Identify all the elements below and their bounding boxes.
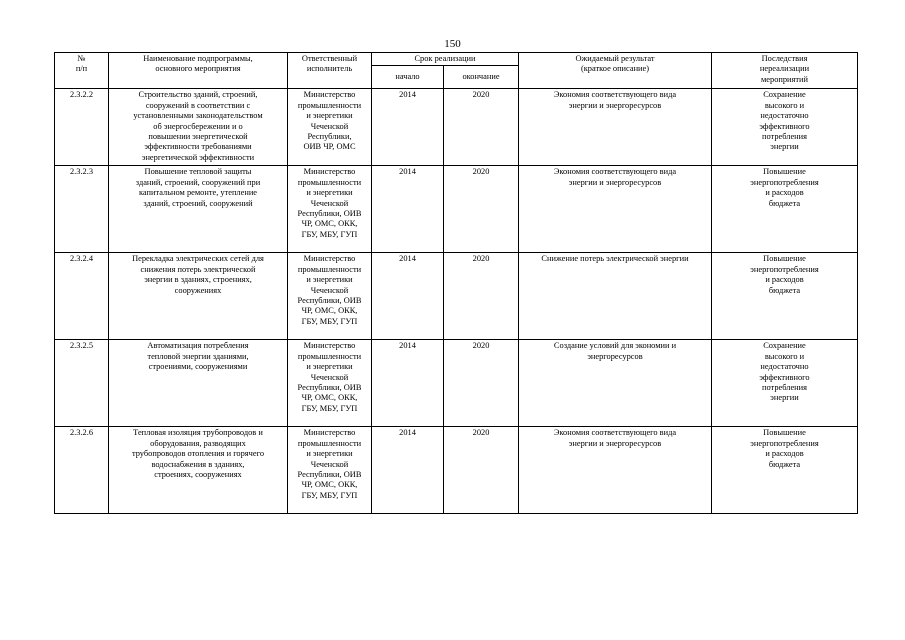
cell-start: 2014: [372, 253, 444, 340]
cell-end: 2020: [444, 166, 519, 253]
header-name: Наименование подпрограммы, основного мероприятия: [109, 53, 288, 89]
header-end: окончание: [444, 66, 519, 89]
cell-consequences: Повышение энергопотребления и расходов бюджета: [712, 166, 858, 253]
cell-start: 2014: [372, 340, 444, 427]
cell-result: Создание условий для экономии и энергоресурсов: [519, 340, 712, 427]
cell-consequences: Сохранение высокого и недостаточно эффективного потребления энергии: [712, 340, 858, 427]
page-number: 150: [444, 38, 461, 50]
cell-responsible: Министерство промышленности и энергетики Чеченской Республики, ОИВ ЧР, ОМС: [288, 89, 372, 166]
cell-responsible: Министерство промышленности и энергетики Чеченской Республики, ОИВ ЧР, ОМС, ОКК, ГБУ, МБУ, ГУП: [288, 166, 372, 253]
cell-result: Экономия соответствующего вида энергии и энергоресурсов: [519, 89, 712, 166]
cell-end: 2020: [444, 340, 519, 427]
cell-name: Перекладка электрических сетей для снижения потерь электрической энергии в зданиях, строениях, сооружениях: [109, 253, 288, 340]
cell-end: 2020: [444, 427, 519, 514]
cell-consequences: Повышение энергопотребления и расходов бюджета: [712, 253, 858, 340]
header-consequences: Последствия нереализации мероприятий: [712, 53, 858, 89]
header-period: Срок реализации: [372, 53, 519, 66]
header-start: начало: [372, 66, 444, 89]
cell-responsible: Министерство промышленности и энергетики Чеченской Республики, ОИВ ЧР, ОМС, ОКК, ГБУ, МБУ, ГУП: [288, 427, 372, 514]
cell-num: 2.3.2.6: [55, 427, 109, 514]
cell-num: 2.3.2.4: [55, 253, 109, 340]
cell-num: 2.3.2.2: [55, 89, 109, 166]
cell-start: 2014: [372, 89, 444, 166]
header-num: № п/п: [55, 53, 109, 89]
table-row: [55, 340, 858, 427]
table-row: [55, 166, 858, 253]
cell-result: Экономия соответствующего вида энергии и энергоресурсов: [519, 166, 712, 253]
cell-end: 2020: [444, 89, 519, 166]
table-row: [55, 253, 858, 340]
cell-name: Строительство зданий, строений, сооружений в соответствии с установленными законодательством об энергосбережении и о повышении энергетической эффективности требованиями энергетической эффективности: [109, 89, 288, 166]
cell-result: Экономия соответствующего вида энергии и энергоресурсов: [519, 427, 712, 514]
cell-end: 2020: [444, 253, 519, 340]
cell-name: Автоматизация потребления тепловой энергии зданиями, строениями, сооружениями: [109, 340, 288, 427]
cell-name: Повышение тепловой защиты зданий, строений, сооружений при капитальном ремонте, утепление зданий, строений, сооружений: [109, 166, 288, 253]
header-responsible: Ответственный исполнитель: [288, 53, 372, 89]
cell-responsible: Министерство промышленности и энергетики Чеченской Республики, ОИВ ЧР, ОМС, ОКК, ГБУ, МБУ, ГУП: [288, 340, 372, 427]
cell-consequences: Сохранение высокого и недостаточно эффективного потребления энергии: [712, 89, 858, 166]
cell-num: 2.3.2.3: [55, 166, 109, 253]
header-result: Ожидаемый результат (краткое описание): [519, 53, 712, 89]
cell-responsible: Министерство промышленности и энергетики Чеченской Республики, ОИВ ЧР, ОМС, ОКК, ГБУ, МБУ, ГУП: [288, 253, 372, 340]
cell-consequences: Повышение энергопотребления и расходов бюджета: [712, 427, 858, 514]
cell-start: 2014: [372, 427, 444, 514]
table-row: [55, 427, 858, 514]
program-activities-table: [54, 52, 858, 514]
table-row: [55, 89, 858, 166]
cell-num: 2.3.2.5: [55, 340, 109, 427]
cell-start: 2014: [372, 166, 444, 253]
cell-name: Тепловая изоляция трубопроводов и оборудования, разводящих трубопроводов отопления и горячего водоснабжения в зданиях, строениях, сооружениях: [109, 427, 288, 514]
cell-result: Снижение потерь электрической энергии: [519, 253, 712, 340]
